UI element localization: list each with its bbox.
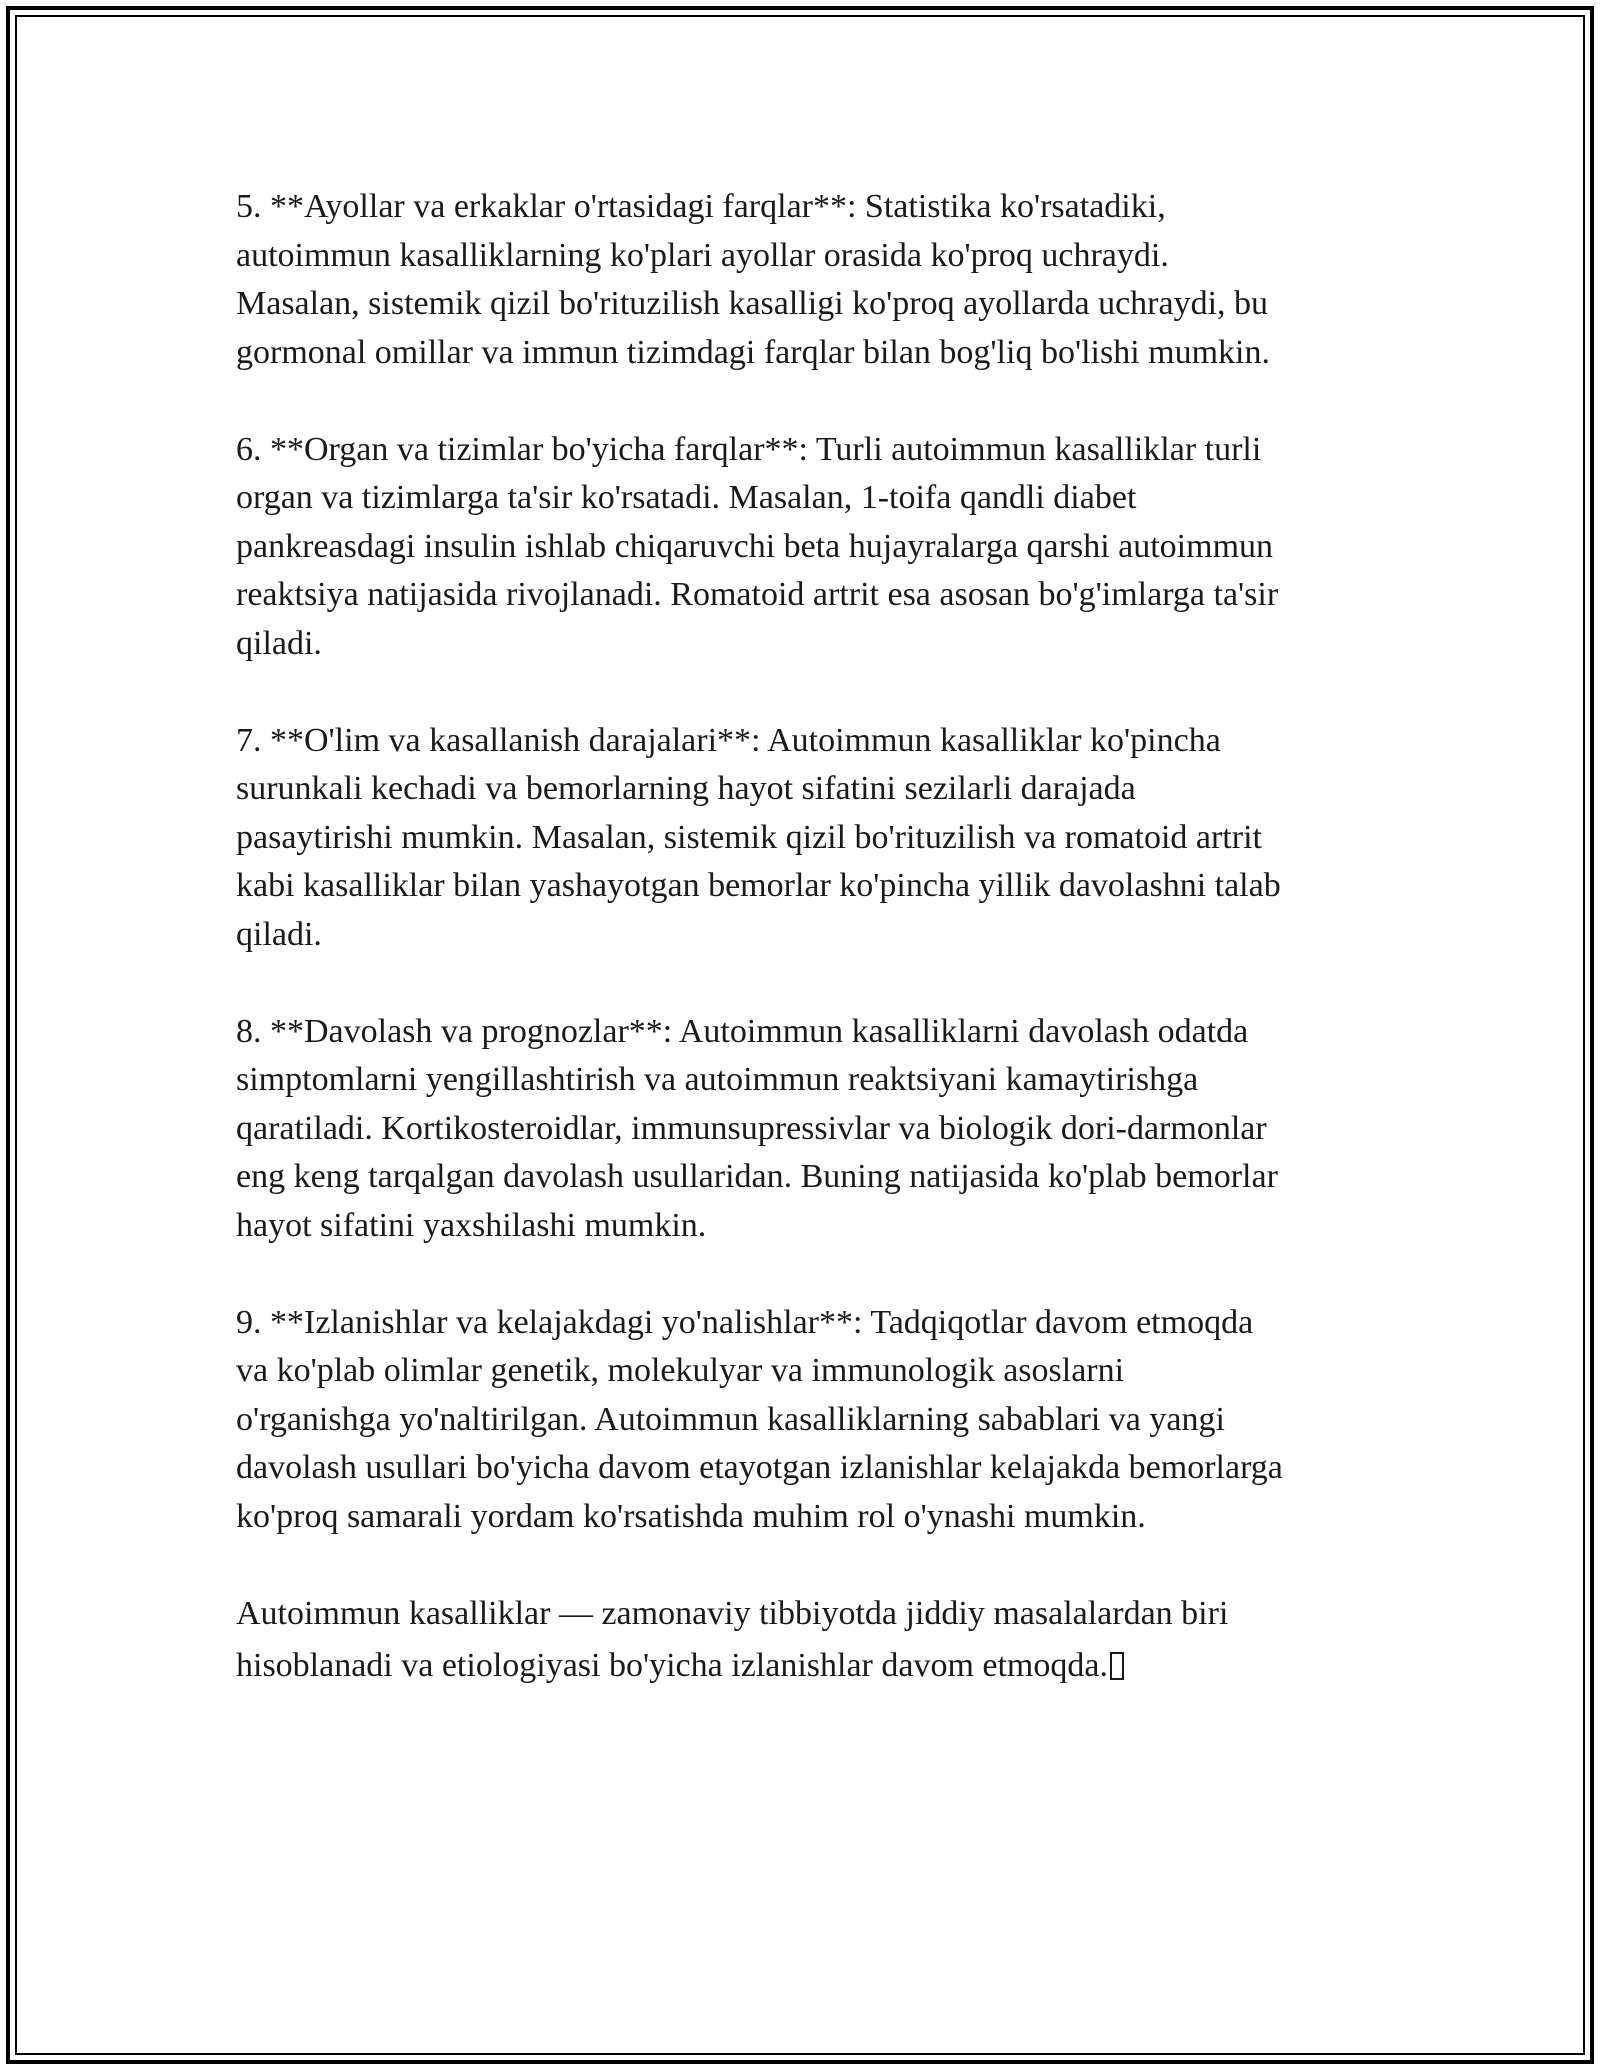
text-line: simptomlarni yengillashtirish va autoimmun reaktsiyani kamaytirishga: [236, 1061, 1199, 1098]
text-line: qiladi.: [236, 915, 322, 953]
text-line: hisoblanadi va etiologiyasi bo'yicha izlanishlar davom etmoqda.: [236, 1647, 1108, 1684]
paragraph-item-6: [236, 426, 1386, 669]
text-line: kabi kasalliklar bilan yashayotgan bemorlar ko'pincha yillik davolashni talab: [236, 867, 1281, 904]
document-body: [236, 183, 1386, 1691]
text-line: Masalan, sistemik qizil bo'rituzilish kasalligi ko'proq ayollarda uchraydi, bu: [236, 285, 1269, 322]
text-line: autoimmun kasalliklarning ko'plari ayollar orasida ko'proq uchraydi.: [236, 236, 1169, 274]
text-line: Autoimmun kasalliklar — zamonaviy tibbiyotda jiddiy masalalardan biri: [236, 1594, 1229, 1632]
text-line: 5. **Ayollar va erkaklar o'rtasidagi farqlar**: Statistika ko'rsatadiki,: [236, 188, 1166, 225]
text-line: o'rganishga yo'naltirilgan. Autoimmun kasalliklarning sabablari va yangi: [236, 1400, 1225, 1438]
closing-last-line: [236, 1642, 1386, 1691]
paragraph-item-5: [236, 183, 1386, 377]
text-line: surunkali kechadi va bemorlarning hayot sifatini sezilarli darajada: [236, 770, 1136, 807]
text-line: 9. **Izlanishlar va kelajakdagi yo'nalishlar**: Tadqiqotlar davom etmoqda: [236, 1303, 1254, 1341]
text-line: va ko'plab olimlar genetik, molekulyar va immunologik asoslarni: [236, 1352, 1125, 1389]
text-line: eng keng tarqalgan davolash usullaridan. Buning natijasida ko'plab bemorlar: [236, 1158, 1278, 1195]
text-line: 8. **Davolash va prognozlar**: Autoimmun kasalliklarni davolash odatda: [236, 1012, 1249, 1050]
paragraph-item-8: [236, 1008, 1386, 1251]
text-line: davolash usullari bo'yicha davom etayotgan izlanishlar kelajakda bemorlarga: [236, 1449, 1283, 1486]
text-line: 6. **Organ va tizimlar bo'yicha farqlar**: Turli autoimmun kasalliklar turli: [236, 430, 1262, 468]
text-line: qiladi.: [236, 624, 322, 662]
text-line: ko'proq samarali yordam ko'rsatishda muhim rol o'ynashi mumkin.: [236, 1497, 1146, 1535]
text-line: reaktsiya natijasida rivojlanadi. Romatoid artrit esa asosan bo'g'imlarga ta'sir: [236, 576, 1279, 613]
text-line: hayot sifatini yaxshilashi mumkin.: [236, 1206, 707, 1244]
closing-paragraph: [236, 1590, 1386, 1691]
text-line: pasaytirishi mumkin. Masalan, sistemik qizil bo'rituzilish va romatoid artrit: [236, 818, 1262, 856]
text-line: organ va tizimlarga ta'sir ko'rsatadi. Masalan, 1-toifa qandli diabet: [236, 479, 1137, 516]
text-line: pankreasdagi insulin ishlab chiqaruvchi beta hujayralarga qarshi autoimmun: [236, 527, 1274, 565]
paragraph-item-9: [236, 1299, 1386, 1542]
missing-glyph-box-icon: [1110, 1652, 1124, 1680]
text-line: qaratiladi. Kortikosteroidlar, immunsupressivlar va biologik dori-darmonlar: [236, 1109, 1267, 1147]
text-line: gormonal omillar va immun tizimdagi farqlar bilan bog'liq bo'lishi mumkin.: [236, 333, 1270, 371]
text-line: 7. **O'lim va kasallanish darajalari**: Autoimmun kasalliklar ko'pincha: [236, 721, 1221, 759]
paragraph-item-7: [236, 717, 1386, 960]
